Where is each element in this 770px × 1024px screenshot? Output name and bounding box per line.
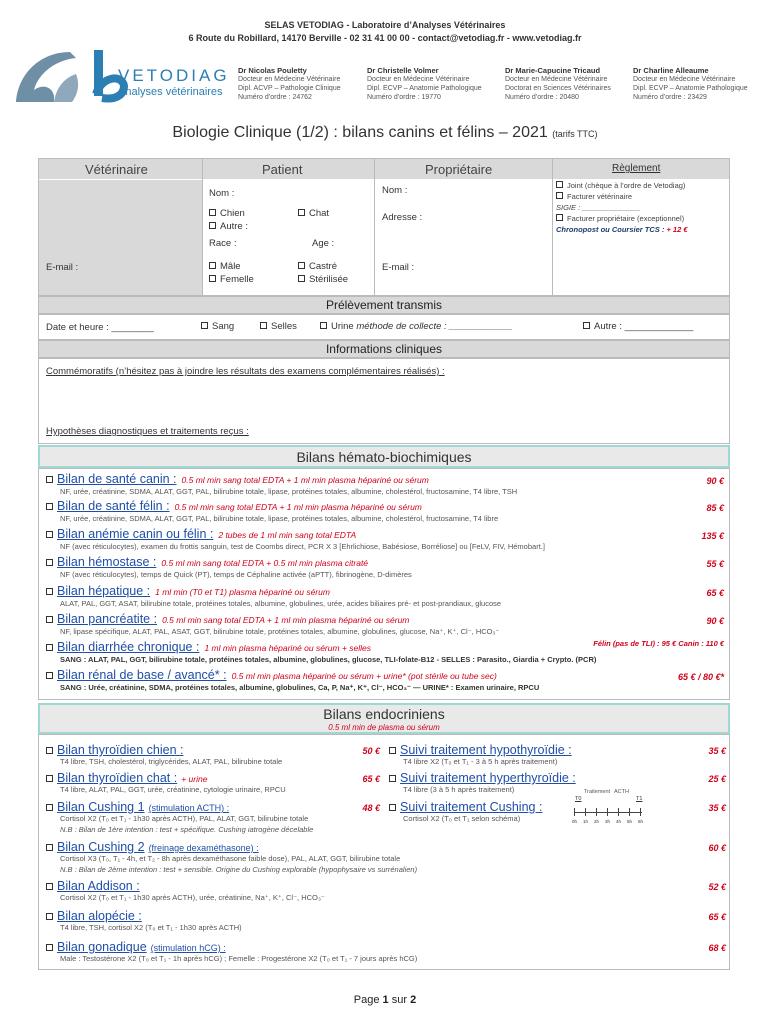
checkbox-icon[interactable]	[46, 747, 53, 754]
col-reglement: Règlement	[612, 163, 661, 174]
owner-adresse[interactable]: Adresse :	[382, 212, 423, 223]
check-autre[interactable]: Autre :	[209, 221, 248, 232]
item-name: Bilan pancréatite :	[57, 612, 158, 626]
hemato-item[interactable]	[46, 582, 726, 600]
item-name: Bilan alopécie :	[57, 909, 142, 923]
check-chat[interactable]: Chat	[298, 208, 329, 219]
check-facturer-prop[interactable]: Facturer propriétaire (exceptionnel)	[556, 213, 728, 224]
item-description: T4 libre, TSH, cholestérol, triglycérides, ALAT, PAL, bilirubine totale	[60, 757, 283, 766]
item-extra: + urine	[181, 774, 208, 784]
item-name: Bilan anémie canin ou félin :	[57, 527, 214, 541]
checkbox-icon[interactable]	[389, 747, 396, 754]
check-facturer-vet[interactable]: Facturer vétérinaire	[556, 191, 728, 202]
item-name: Suivi traitement hyperthyroïdie :	[400, 771, 576, 785]
col-proprietaire: Propriétaire	[425, 162, 493, 177]
item-price: 50 €	[362, 746, 380, 756]
doctor-2: Dr Christelle Volmer Docteur en Médecine Vétérinaire Dipl. ECVP – Anatomie Pathologique Numéro d’ordre : 19770	[367, 66, 482, 101]
check-urine[interactable]: Urine méthode de collecte : ____________	[320, 321, 513, 332]
timeline-tick	[640, 808, 641, 816]
item-sample: 0.5 ml min plasma hépariné ou sérum + urine* (pot stérile ou tube sec)	[231, 671, 497, 681]
item-price: 65 €	[362, 774, 380, 784]
checkbox-icon[interactable]	[46, 913, 53, 920]
item-name: Bilan thyroïdien chien :	[57, 743, 184, 757]
item-name: Bilan diarrhée chronique :	[57, 640, 200, 654]
item-name: Bilan gonadique	[57, 940, 147, 954]
commemoratifs-label: Commémoratifs (n’hésitez pas à joindre les résultats des examens complémentaires réalisés) :	[46, 366, 445, 377]
check-castre[interactable]: Castré	[298, 261, 337, 272]
timeline-tick-label: 1h	[583, 819, 589, 824]
hemato-item[interactable]	[46, 666, 726, 684]
item-name: Bilan hépatique :	[57, 584, 151, 598]
item-name: Bilan hémostase :	[57, 555, 157, 569]
checkbox-icon[interactable]	[46, 844, 53, 851]
item-description: NF (avec réticulocytes), temps de Quick (PT), temps de Céphaline activée (aPTT), fibrinogène, D-dimères	[60, 570, 412, 579]
checkbox-icon[interactable]	[46, 559, 53, 566]
item-sample: 1 ml min (T0 et T1) plasma hépariné ou sérum	[155, 587, 330, 597]
timeline-tick-label: 3h	[605, 819, 611, 824]
timeline-tick	[596, 808, 597, 816]
owner-nom[interactable]: Nom :	[382, 185, 408, 196]
check-sang[interactable]: Sang	[201, 321, 234, 332]
checkbox-icon[interactable]	[46, 588, 53, 595]
checkbox-icon[interactable]	[46, 644, 53, 651]
item-price: 65 €	[706, 588, 724, 598]
patient-nom[interactable]: Nom :	[209, 188, 235, 199]
checkbox-icon[interactable]	[46, 503, 53, 510]
item-name: Bilan rénal de base / avancé* :	[57, 668, 227, 682]
checkbox-icon[interactable]	[46, 804, 53, 811]
item-price: 68 €	[708, 943, 726, 953]
logo-text: VETODIAG	[118, 66, 230, 85]
item-name: Suivi traitement hypothyroïdie :	[400, 743, 572, 757]
checkbox-icon[interactable]	[46, 672, 53, 679]
checkbox-icon[interactable]	[389, 804, 396, 811]
item-price: 90 €	[706, 476, 724, 486]
timeline-tick	[629, 808, 630, 816]
item-price: 135 €	[701, 531, 724, 541]
item-description: Cortisol X2 (T₀ et T₁ - 1h30 après ACTH), urée, créatinine, Na⁺, K⁺, Cl⁻, HCO₃⁻	[60, 893, 325, 902]
item-price: 65 €	[708, 912, 726, 922]
item-sample: 2 tubes de 1 ml min sang total EDTA	[218, 530, 357, 540]
checkbox-icon[interactable]	[46, 944, 53, 951]
timeline-tick-label: 2h	[594, 819, 600, 824]
item-price: 55 €	[706, 559, 724, 569]
date-heure[interactable]: Date et heure : ________	[46, 322, 154, 333]
hemato-item[interactable]	[46, 470, 726, 488]
chrono-price: + 12 €	[666, 225, 688, 234]
item-price: 52 €	[708, 882, 726, 892]
hemato-item[interactable]	[46, 553, 726, 571]
checkbox-icon[interactable]	[46, 883, 53, 890]
item-price: 25 €	[708, 774, 726, 784]
item-name: Bilan de santé félin :	[57, 499, 170, 513]
item-price: 65 € / 80 €*	[677, 672, 724, 682]
patient-age[interactable]: Age :	[312, 238, 335, 249]
checkbox-icon[interactable]	[389, 775, 396, 782]
page-title: Biologie Clinique (1/2) : bilans canins et félins – 2021 (tarifs TTC)	[172, 124, 598, 141]
item-price: Félin (pas de TLI) : 95 € Canin : 110 €	[593, 639, 724, 648]
check-autre-prelev[interactable]: Autre : _____________	[583, 321, 693, 332]
item-extra: (freinage dexaméthasone) :	[148, 843, 259, 853]
item-name: Bilan thyroïdien chat :	[57, 771, 178, 785]
item-description: Cortisol X2 (T₀ et T₁ - 1h30 après ACTH), PAL, ALAT, GGT, bilirubine totale	[60, 814, 309, 823]
item-description: T4 libre, ALAT, PAL, GGT, urée, créatinine, cytologie urinaire, RPCU	[60, 785, 286, 794]
item-description: NF, lipase spécifique, ALAT, PAL, ASAT, GGT, bilirubine totale, protéines totales, albumine, globulines, glucose, Na⁺, K⁺, Cl⁻, HCO₃⁻	[60, 627, 500, 636]
timeline-tick-label: 5h	[627, 819, 633, 824]
hemato-item[interactable]	[46, 610, 726, 628]
item-price: 85 €	[706, 503, 724, 513]
check-male[interactable]: Mâle	[209, 261, 241, 272]
endo-header: Bilans endocriniens 0.5 ml min de plasma ou sérum	[38, 703, 730, 734]
item-price: 35 €	[708, 803, 726, 813]
checkbox-icon[interactable]	[46, 531, 53, 538]
item-description: Male : Testostérone X2 (T₀ et T₁ - 1h après hCG) ; Femelle : Progestérone X2 (T₀ et T₁ - 7 jours après hCG)	[60, 954, 418, 963]
item-extra: (stimulation hCG) :	[150, 943, 226, 953]
doctor-1: Dr Nicolas Pouletty Docteur en Médecine Vétérinaire Dipl. ACVP – Pathologie Clinique Numéro d’ordre : 24762	[238, 66, 341, 101]
timeline-t0: T0	[575, 796, 582, 802]
item-note: N.B : Bilan de 2ème intention : test + sensible. Origine du Cushing explorable (hypophysaire vs surrénalien)	[60, 865, 418, 874]
item-price: 60 €	[708, 843, 726, 853]
item-description: SANG : ALAT, PAL, GGT, bilirubine totale, protéines totales, albumine, globulines, glucose, TLI-folate-B12 - SELLES : Parasito., Giardia + Crypto. (PCR)	[60, 655, 597, 664]
timeline-tick-label: 4h	[616, 819, 622, 824]
timeline-traitement: Traitement	[584, 789, 611, 795]
item-note: N.B : Bilan de 1ère intention : test + spécifique. Cushing iatrogène décelable	[60, 825, 314, 834]
item-description: NF (avec réticulocytes), examen du frottis sanguin, test de Coombs direct, PCR X 3 [Ehrlichiose, Babésiose, Borréliose] ou [FeLV, FIV, Hémobart.]	[60, 542, 545, 551]
timeline-acth: ACTH	[614, 789, 629, 795]
item-description: T4 libre X2 (T₀ et T₁ - 3 à 5 h après traitement)	[403, 757, 558, 766]
item-price: 48 €	[362, 803, 380, 813]
check-femelle[interactable]: Femelle	[209, 274, 254, 285]
checkbox-icon[interactable]	[46, 775, 53, 782]
check-selles[interactable]: Selles	[260, 321, 297, 332]
item-sample: 0.5 ml min sang total EDTA + 1 ml min plasma hépariné ou sérum	[181, 475, 429, 485]
item-description: Cortisol X3 (T₀, T₁ - 4h, et T₂ - 8h après dexaméthasone faible dose), PAL, ALAT, GGT, bilirubine totale	[60, 854, 401, 863]
hemato-item[interactable]	[46, 525, 726, 543]
timeline-tick	[574, 808, 575, 816]
item-price: 90 €	[706, 616, 724, 626]
check-chien[interactable]: Chien	[209, 208, 245, 219]
check-sterilisee[interactable]: Stérilisée	[298, 274, 348, 285]
item-description: NF, urée, créatinine, SDMA, ALAT, GGT, PAL, bilirubine totale, lipase, protéines totales, albumine, cholestérol, fructosamine, T4 libre, TSH	[60, 487, 518, 496]
item-description: NF, urée, créatinine, SDMA, ALAT, GGT, PAL, bilirubine totale, lipase, protéines totales, albumine, cholestérol, fructosamine, T4 libre	[60, 514, 499, 523]
timeline-t1: T1	[636, 796, 643, 802]
prelevement-header: Prélèvement transmis	[38, 296, 730, 314]
item-extra: (stimulation ACTH) :	[148, 803, 230, 813]
doctor-3: Dr Marie-Capucine Tricaud Docteur en Médecine Vétérinaire Doctorat en Sciences Vétérinaires Numéro d’ordre : 20480	[505, 66, 611, 101]
doctor-4: Dr Charline Alleaume Docteur en Médecine Vétérinaire Dipl. ECVP – Anatomie Pathologique Numéro d’ordre : 23429	[633, 66, 748, 101]
timeline-tick-label: 0h	[572, 819, 578, 824]
item-sample: 0.5 ml min sang total EDTA + 0.5 ml min plasma citraté	[161, 558, 369, 568]
vet-stamp-area[interactable]	[39, 180, 202, 295]
lab-name: SELAS VETODIAG - Laboratoire d’Analyses Vétérinaires	[264, 20, 506, 30]
item-sample: 1 ml min plasma hépariné ou sérum + selles	[204, 643, 371, 653]
methode-collecte: méthode de collecte : ____________	[356, 321, 513, 332]
item-description: Cortisol X2 (T₀ et T₁ selon schéma)	[403, 814, 521, 823]
hemato-header: Bilans hémato-biochimiques	[38, 445, 730, 468]
timeline-tick	[585, 808, 586, 816]
sigie-field[interactable]: SIGIE : ______________	[556, 203, 641, 212]
item-description: T4 libre (3 à 5 h après traitement)	[403, 785, 515, 794]
check-joint[interactable]: Joint (chèque à l’ordre de Vetodiag)	[556, 180, 728, 191]
owner-email[interactable]: E-mail :	[382, 262, 415, 273]
timeline-tick-label: 6h	[638, 819, 644, 824]
page-number: Page 1 sur 2	[353, 994, 417, 1006]
item-name: Bilan Addison :	[57, 879, 140, 893]
item-name: Bilan de santé canin :	[57, 472, 177, 486]
checkbox-icon[interactable]	[46, 476, 53, 483]
item-price: 35 €	[708, 746, 726, 756]
lab-address: 6 Route du Robillard, 14170 Berville - 02 31 41 00 00 - contact@vetodiag.fr - www.vetodiag.fr	[188, 33, 582, 43]
patient-race[interactable]: Race :	[209, 238, 237, 249]
item-description: ALAT, PAL, GGT, ASAT, bilirubine totale, protéines totales, albumine, globulines, urée, acides biliaires pré- et post-prandiaux, glucose	[60, 599, 502, 608]
chrono-label: Chronopost ou Coursier TCS :	[556, 225, 665, 234]
item-sample: 0.5 ml min sang total EDTA + 1 ml min plasma hépariné ou sérum	[162, 615, 410, 625]
checkbox-icon[interactable]	[46, 616, 53, 623]
item-name: Suivi traitement Cushing :	[400, 800, 543, 814]
item-sample: 0.5 ml min sang total EDTA + 1 ml min plasma hépariné ou sérum	[174, 502, 422, 512]
hemato-item[interactable]	[46, 497, 726, 515]
timeline-tick	[607, 808, 608, 816]
timeline-tick	[618, 808, 619, 816]
reglement-options	[556, 180, 728, 235]
col-veterinaire: Vétérinaire	[85, 162, 148, 177]
item-name: Bilan Cushing 2	[57, 840, 145, 854]
item-name: Bilan Cushing 1	[57, 800, 145, 814]
item-description: T4 libre, TSH, cortisol X2 (T₀ et T₁ - 1h30 après ACTH)	[60, 923, 242, 932]
cushing-timeline	[572, 789, 652, 829]
vet-email[interactable]: E-mail :	[46, 262, 79, 273]
info-header: Informations cliniques	[38, 340, 730, 358]
col-patient: Patient	[262, 162, 303, 177]
logo-subtitle: Analyses vétérinaires	[118, 86, 223, 98]
item-description: SANG : Urée, créatinine, SDMA, protéines totales, albumine, globulines, Ca, P, Na⁺, K⁺, Cl⁻, HCO₃⁻ — URINE* : Examen urinaire, RPCU	[60, 683, 540, 692]
hypotheses-label: Hypothèses diagnostiques et traitements reçus :	[46, 426, 249, 437]
